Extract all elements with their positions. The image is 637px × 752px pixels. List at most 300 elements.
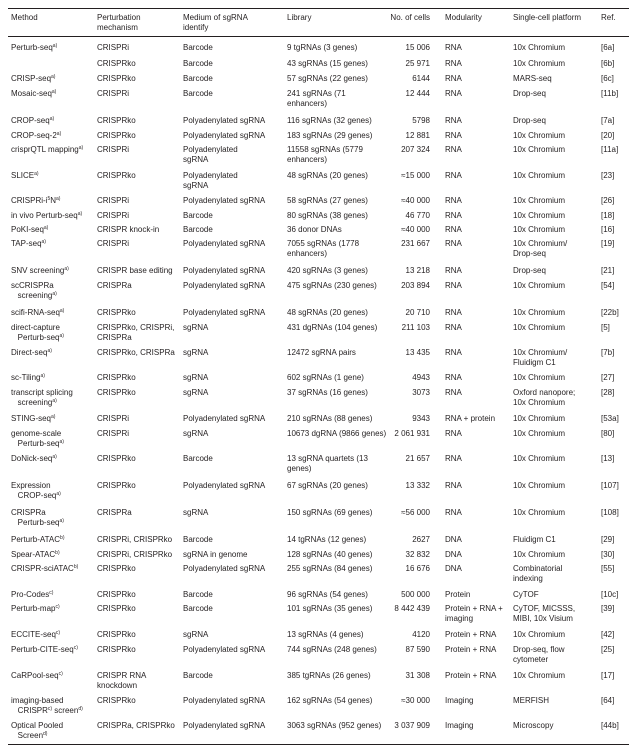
cell-mechanism: CRISPRko (97, 696, 136, 705)
cell-medium: Polyadenylated sgRNA (183, 721, 266, 730)
cell-library: 57 sgRNAs (22 genes) (287, 74, 368, 83)
cell-modularity: RNA (445, 508, 462, 517)
cell-platform: 10x Chromium/ Fluidigm C1 (513, 348, 568, 367)
cell-library: 162 sgRNAs (54 genes) (287, 696, 373, 705)
cell-medium: Polyadenylated sgRNA (183, 696, 266, 705)
method-name: crisprQTL mapping (11, 145, 79, 154)
cell-cells: 3073 (412, 388, 430, 397)
cell-library: 420 sgRNAs (3 genes) (287, 266, 368, 275)
cell-library: 58 sgRNAs (27 genes) (287, 196, 368, 205)
cell-modularity: DNA (445, 564, 462, 573)
cell-library: 11558 sgRNAs (5779 enhancers) (287, 145, 363, 164)
method-name: Perturb-ATAC (11, 535, 61, 544)
cell-ref: [39] (601, 604, 615, 613)
method-name: Perturb-map (11, 604, 56, 613)
cell-mechanism: CRISPRko (97, 481, 136, 490)
cell-method (11, 281, 57, 300)
cell-platform: 10x Chromium (513, 373, 566, 382)
cell-library: 183 sgRNAs (29 genes) (287, 131, 373, 140)
column-header-mechanism: Perturbation mechanism (97, 13, 141, 32)
cell-mechanism: CRISPRi (97, 89, 130, 98)
footnote-marker: a) (51, 414, 56, 420)
method-name: CRISP-seq (11, 74, 52, 83)
cell-platform: 10x Chromium (513, 281, 566, 290)
cell-medium: sgRNA (183, 508, 209, 517)
cell-modularity: RNA (445, 239, 462, 248)
cell-ref: [64] (601, 696, 615, 705)
cell-method (11, 388, 73, 407)
footnote-marker: a) (52, 454, 57, 460)
cell-modularity: RNA (445, 266, 462, 275)
method-name: scCRISPRa screening (11, 281, 54, 300)
cell-library: 12472 sgRNA pairs (287, 348, 356, 357)
cell-ref: [23] (601, 171, 615, 180)
cell-method (11, 43, 57, 53)
method-name: Expression CROP-seq (11, 481, 57, 500)
cell-medium: Polyadenylated sgRNA (183, 131, 266, 140)
cell-modularity: RNA (445, 211, 462, 220)
method-name: CROP-seq-2 (11, 131, 57, 140)
cell-library: 744 sgRNAs (248 genes) (287, 645, 377, 654)
cell-method (11, 196, 60, 206)
cell-ref: [30] (601, 550, 615, 559)
cell-mechanism: CRISPRko (97, 59, 136, 68)
cell-cells: 16 676 (405, 564, 430, 573)
cell-mechanism: CRISPRi (97, 211, 130, 220)
method-name: ECCITE-seq (11, 630, 56, 639)
cell-ref: [26] (601, 196, 615, 205)
footnote-marker: a) (34, 171, 39, 177)
footnote-marker: a) (52, 43, 58, 49)
cell-modularity: DNA (445, 550, 462, 559)
method-name: PoKI-seq (11, 225, 44, 234)
cell-cells: 500 000 (401, 590, 430, 599)
cell-mechanism: CRISPRi, CRISPRko (97, 550, 173, 559)
cell-library: 241 sgRNAs (71 enhancers) (287, 89, 346, 108)
cell-mechanism: CRISPRko (97, 74, 136, 83)
footnote-marker: a) (40, 373, 45, 379)
cell-modularity: Imaging (445, 721, 474, 730)
cell-ref: [16] (601, 225, 615, 234)
cell-method (11, 481, 61, 500)
cell-platform: 10x Chromium (513, 225, 566, 234)
cell-library: 48 sgRNAs (20 genes) (287, 171, 368, 180)
footnote-marker: a) (77, 211, 83, 217)
footnote-marker: c) (73, 645, 78, 651)
cell-method (11, 131, 61, 141)
cell-mechanism: CRISPRa (97, 508, 132, 517)
cell-mechanism: CRISPRko (97, 171, 136, 180)
cell-medium: Barcode (183, 454, 213, 463)
cell-medium: sgRNA (183, 348, 209, 357)
cell-platform: 10x Chromium (513, 550, 566, 559)
cell-library: 150 sgRNAs (69 genes) (287, 508, 373, 517)
cell-modularity: RNA (445, 196, 462, 205)
cell-modularity: RNA (445, 308, 462, 317)
cell-mechanism: CRISPRko, CRISPRa (97, 348, 175, 357)
cell-ref: [11a] (601, 145, 619, 154)
cell-cells: 13 218 (405, 266, 430, 275)
cell-ref: [13] (601, 454, 615, 463)
cell-cells: 4120 (412, 630, 430, 639)
cell-modularity: RNA (445, 373, 462, 382)
cell-platform: 10x Chromium (513, 59, 566, 68)
bottom-rule (8, 744, 629, 745)
cell-modularity: RNA (445, 59, 462, 68)
footnote-marker: c) (47, 705, 53, 712)
cell-library: 80 sgRNAs (38 genes) (287, 211, 368, 220)
cell-medium: sgRNA (183, 388, 209, 397)
cell-method (11, 604, 60, 614)
cell-mechanism: CRISPRi (97, 429, 130, 438)
cell-modularity: Protein (445, 590, 471, 599)
cell-ref: [10c] (601, 590, 619, 599)
footnote-marker: c) (49, 590, 54, 596)
cell-platform: 10x Chromium (513, 308, 566, 317)
cell-modularity: RNA (445, 43, 462, 52)
cell-method (11, 373, 45, 383)
cell-modularity: RNA (445, 429, 462, 438)
cell-medium: sgRNA (183, 630, 209, 639)
cell-cells: 9343 (412, 414, 430, 423)
cell-platform: 10x Chromium (513, 429, 566, 438)
method-name: CRISPRi-i (11, 196, 48, 205)
cell-medium: Polyadenylated sgRNA (183, 414, 266, 423)
cell-library: 13 sgRNA quartets (13 genes) (287, 454, 368, 473)
cell-library: 96 sgRNAs (54 genes) (287, 590, 368, 599)
method-name-tail: screen (52, 705, 79, 715)
cell-ref: [7a] (601, 116, 615, 125)
cell-ref: [55] (601, 564, 615, 573)
cell-method (11, 645, 78, 655)
cell-method (11, 535, 65, 545)
cell-platform: 10x Chromium/ Drop-seq (513, 239, 568, 258)
cell-modularity: RNA (445, 145, 462, 154)
cell-cells: 4943 (412, 373, 430, 382)
cell-mechanism: CRISPRko (97, 645, 136, 654)
cell-mechanism: CRISPRa (97, 281, 132, 290)
footnote-marker: c) (55, 630, 61, 636)
cell-medium: Polyadenylated sgRNA (183, 564, 266, 573)
cell-ref: [54] (601, 281, 615, 290)
cell-platform: CyTOF (513, 590, 539, 599)
cell-ref: [17] (601, 671, 615, 680)
footnote-marker: a) (49, 116, 55, 122)
method-name: Direct-seq (11, 348, 48, 357)
cell-platform: 10x Chromium (513, 671, 566, 680)
cell-modularity: Protein + RNA + imaging (445, 604, 503, 623)
cell-cells: 25 971 (405, 59, 430, 68)
footnote-marker: a) (78, 145, 84, 151)
method-name: genome-scale Perturb-seq (11, 429, 62, 448)
cell-method (11, 696, 83, 715)
cell-medium: Polyadenylated sgRNA (183, 281, 266, 290)
cell-cells: ≈40 000 (401, 225, 430, 234)
cell-cells: 13 332 (405, 481, 430, 490)
cell-cells: 87 590 (405, 645, 430, 654)
method-name: CRISPRa Perturb-seq (11, 508, 60, 527)
footnote-marker: d) (78, 705, 83, 712)
cell-mechanism: CRISPRi (97, 239, 130, 248)
column-header-medium: Medium of sgRNA identify (183, 13, 248, 32)
method-name: direct-capture Perturb-seq (11, 323, 60, 342)
footnote-marker: a) (41, 239, 46, 245)
cell-method (11, 429, 64, 448)
cell-cells: 2 061 931 (394, 429, 430, 438)
cell-method (11, 74, 55, 84)
footnote-marker: a) (52, 397, 57, 404)
cell-platform: 10x Chromium (513, 196, 566, 205)
cell-ref: [6a] (601, 43, 615, 52)
cell-modularity: Protein + RNA (445, 630, 497, 639)
method-name: Perturb-CITE-seq (11, 645, 74, 654)
cell-mechanism: CRISPR base editing (97, 266, 173, 275)
cell-cells: 12 444 (405, 89, 430, 98)
footnote-marker: d) (43, 730, 48, 737)
cell-mechanism: CRISPRko (97, 454, 136, 463)
cell-method (11, 239, 46, 249)
cell-ref: [7b] (601, 348, 615, 357)
method-name: Mosaic-seq (11, 89, 52, 98)
cell-ref: [20] (601, 131, 615, 140)
cell-library: 10673 dgRNA (9866 genes) (287, 429, 387, 438)
method-name: SNV screening (11, 266, 65, 275)
footnote-marker: b) (55, 550, 60, 556)
cell-mechanism: CRISPRko (97, 373, 136, 382)
cell-modularity: RNA (445, 171, 462, 180)
cell-platform: Fluidigm C1 (513, 535, 556, 544)
cell-platform: MERFISH (513, 696, 549, 705)
cell-modularity: RNA (445, 454, 462, 463)
cell-platform: 10x Chromium (513, 323, 566, 332)
cell-ref: [5] (601, 323, 610, 332)
footnote-marker: c) (58, 671, 63, 677)
cell-method (11, 348, 52, 358)
cell-medium: sgRNA (183, 323, 209, 332)
cell-platform: Oxford nanopore; 10x Chromium (513, 388, 576, 407)
cell-cells: ≈40 000 (401, 196, 430, 205)
cell-platform: 10x Chromium (513, 43, 566, 52)
cell-medium: Barcode (183, 671, 213, 680)
cell-library: 385 tgRNAs (26 genes) (287, 671, 371, 680)
cell-method (11, 630, 60, 640)
cell-cells: 6144 (412, 74, 430, 83)
footnote-marker: a) (64, 266, 69, 272)
footnote-marker: a) (59, 517, 64, 524)
column-header-ref: Ref. (601, 13, 616, 22)
cell-platform: 10x Chromium (513, 171, 566, 180)
footnote-marker: a) (51, 74, 56, 80)
method-name: TAP-seq (11, 239, 42, 248)
cell-platform: 10x Chromium (513, 145, 566, 154)
cell-library: 14 tgRNAs (12 genes) (287, 535, 367, 544)
cell-mechanism: CRISPRko (97, 308, 136, 317)
cell-mechanism: CRISPR RNA knockdown (97, 671, 147, 690)
cell-cells: 12 881 (405, 131, 430, 140)
cell-platform: 10x Chromium (513, 454, 566, 463)
cell-platform: Drop-seq (513, 116, 546, 125)
cell-ref: [44b] (601, 721, 619, 730)
cell-method (11, 454, 57, 464)
cell-cells: 211 103 (401, 323, 430, 332)
cell-cells: 5798 (412, 116, 430, 125)
cell-platform: Microscopy (513, 721, 554, 730)
footnote-marker: a) (59, 332, 64, 339)
cell-platform: Combinatorial indexing (513, 564, 563, 583)
footnote-marker: a) (52, 290, 57, 297)
cell-modularity: RNA (445, 74, 462, 83)
cell-library: 101 sgRNAs (35 genes) (287, 604, 373, 613)
footnote-marker: a) (43, 225, 49, 231)
cell-platform: 10x Chromium (513, 630, 566, 639)
method-name: Pro-Codes (11, 590, 50, 599)
cell-cells: 2627 (412, 535, 430, 544)
cell-medium: Polyadenylated sgRNA (183, 645, 266, 654)
method-name: sc-Tiling (11, 373, 41, 382)
cell-platform: Drop-seq (513, 266, 546, 275)
footnote-marker: c) (55, 604, 60, 610)
cell-library: 128 sgRNAs (40 genes) (287, 550, 373, 559)
cell-medium: Barcode (183, 590, 213, 599)
method-name: Perturb-seq (11, 43, 53, 52)
footnote-marker: a) (56, 131, 62, 137)
cell-cells: ≈15 000 (401, 171, 430, 180)
cell-library: 3063 sgRNAs (952 genes) (287, 721, 382, 730)
cell-cells: 231 667 (401, 239, 430, 248)
cell-modularity: Protein + RNA (445, 645, 497, 654)
cell-modularity: Protein + RNA (445, 671, 497, 680)
cell-method (11, 266, 69, 276)
cell-medium: Barcode (183, 59, 213, 68)
cell-cells: 203 894 (401, 281, 430, 290)
cell-modularity: DNA (445, 535, 462, 544)
cell-cells: 15 006 (405, 43, 430, 52)
cell-library: 116 sgRNAs (32 genes) (287, 116, 372, 125)
cell-method (11, 211, 82, 221)
column-header-platform: Single-cell platform (513, 13, 582, 22)
cell-cells: ≈30 000 (401, 696, 430, 705)
method-name: CRISPR-sciATAC (11, 564, 74, 573)
cell-library: 36 donor DNAs (287, 225, 342, 234)
cell-cells: 31 308 (405, 671, 430, 680)
cell-platform: 10x Chromium (513, 481, 566, 490)
cell-medium: sgRNA in genome (183, 550, 248, 559)
cell-mechanism: CRISPRko (97, 388, 136, 397)
cell-medium: Barcode (183, 211, 213, 220)
cell-ref: [107] (601, 481, 619, 490)
cell-library: 37 sgRNAs (16 genes) (287, 388, 368, 397)
cell-mechanism: CRISPRi (97, 145, 130, 154)
cell-mechanism: CRISPRko (97, 604, 136, 613)
cell-modularity: RNA (445, 116, 462, 125)
cell-medium: Barcode (183, 89, 213, 98)
cell-mechanism: CRISPRi (97, 196, 130, 205)
cell-platform: 10x Chromium (513, 131, 566, 140)
cell-mechanism: CRISPRko, CRISPRi, CRISPRa (97, 323, 175, 342)
cell-library: 13 sgRNAs (4 genes) (287, 630, 364, 639)
cell-mechanism: CRISPRko (97, 590, 136, 599)
column-header-cells: No. of cells (390, 13, 430, 22)
cell-cells: 8 442 439 (394, 604, 430, 613)
cell-medium: sgRNA (183, 429, 209, 438)
method-name: STING-seq (11, 414, 52, 423)
cell-platform: MARS-seq (513, 74, 552, 83)
cell-library: 48 sgRNAs (20 genes) (287, 308, 368, 317)
cell-mechanism: CRISPRi (97, 414, 130, 423)
method-name: CROP-seq (11, 116, 50, 125)
method-name: Spear-ATAC (11, 550, 56, 559)
method-name: CaRPool-seq (11, 671, 59, 680)
cell-method (11, 225, 48, 235)
cell-method (11, 550, 60, 560)
cell-ref: [22b] (601, 308, 619, 317)
footnote-marker: a) (51, 89, 57, 95)
cell-ref: [21] (601, 266, 615, 275)
cell-ref: [27] (601, 373, 615, 382)
cell-method (11, 671, 63, 681)
cell-method (11, 308, 64, 318)
cell-cells: 207 324 (401, 145, 430, 154)
cell-modularity: RNA (445, 481, 462, 490)
cell-method (11, 414, 55, 424)
column-header-method: Method (11, 13, 38, 22)
cell-medium: Barcode (183, 43, 213, 52)
cell-modularity: RNA (445, 225, 462, 234)
cell-library: 210 sgRNAs (88 genes) (287, 414, 373, 423)
column-header-modularity: Modularity (445, 13, 482, 22)
cell-ref: [42] (601, 630, 615, 639)
cell-modularity: RNA (445, 388, 462, 397)
cell-modularity: RNA (445, 348, 462, 357)
cell-platform: Drop-seq, flow cytometer (513, 645, 565, 664)
cell-method (11, 564, 78, 574)
cell-ref: [19] (601, 239, 615, 248)
column-header-library: Library (287, 13, 312, 22)
cell-method (11, 171, 39, 181)
cell-mechanism: CRISPRko (97, 630, 136, 639)
cell-library: 7055 sgRNAs (1778 enhancers) (287, 239, 360, 258)
method-name: DoNick-seq (11, 454, 53, 463)
cell-library: 9 tgRNAs (3 genes) (287, 43, 358, 52)
cell-method (11, 721, 63, 740)
cell-ref: [29] (601, 535, 615, 544)
cell-platform: CyTOF, MICSSS, MIBI, 10x Visium (513, 604, 576, 623)
cell-ref: [25] (601, 645, 615, 654)
cell-library: 475 sgRNAs (230 genes) (287, 281, 377, 290)
footnote-marker: 5 (47, 196, 51, 202)
cell-platform: Drop-seq (513, 89, 546, 98)
cell-medium: Polyadenylated sgRNA (183, 116, 266, 125)
cell-library: 67 sgRNAs (20 genes) (287, 481, 368, 490)
method-name: imaging-based CRISPR (11, 696, 64, 715)
cell-library: 255 sgRNAs (84 genes) (287, 564, 373, 573)
cell-medium: Polyadenylated sgRNA (183, 239, 266, 248)
method-name: scifi-RNA-seq (11, 308, 60, 317)
cell-method (11, 116, 54, 126)
cell-ref: [6c] (601, 74, 614, 83)
cell-mechanism: CRISPRa, CRISPRko (97, 721, 175, 730)
cell-medium: Barcode (183, 74, 213, 83)
cell-platform: 10x Chromium (513, 508, 566, 517)
cell-library: 431 dgRNAs (104 genes) (287, 323, 378, 332)
cell-mechanism: CRISPRko (97, 131, 136, 140)
cell-medium: Barcode (183, 225, 213, 234)
cell-cells: 21 657 (405, 454, 430, 463)
cell-mechanism: CRISPRi, CRISPRko (97, 535, 173, 544)
cell-cells: 46 770 (405, 211, 430, 220)
top-rule (8, 8, 629, 9)
cell-medium: sgRNA (183, 373, 209, 382)
